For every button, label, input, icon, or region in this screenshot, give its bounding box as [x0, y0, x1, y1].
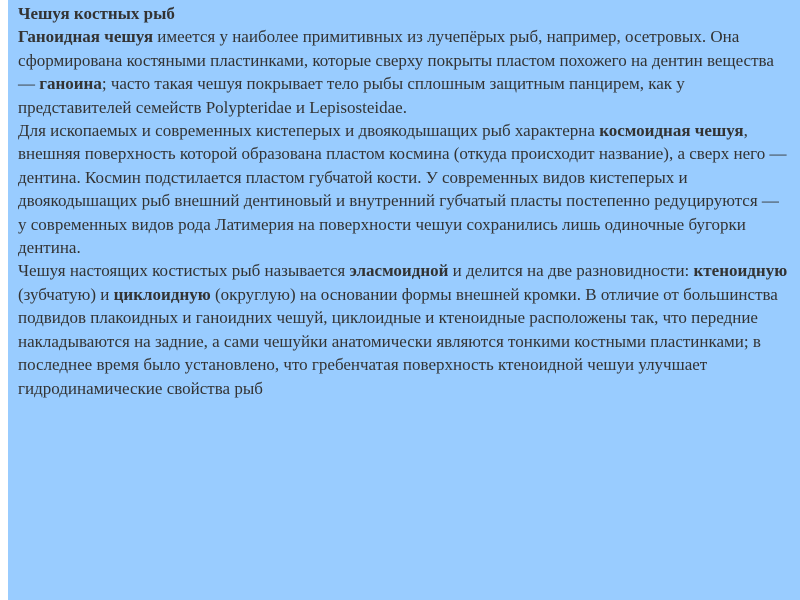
slide-title: Чешуя костных рыб — [18, 4, 175, 23]
paragraph-ganoid-text-b: ; часто такая чешуя покрывает тело рыбы сплошным защитным панцирем, как у представителей семейств Polypteridae и Lepisosteidae. — [18, 74, 685, 117]
paragraph-elasmoid-text-c: (зубчатую) и — [18, 284, 114, 304]
paragraph-cosmoid — [18, 119, 790, 259]
text-body — [18, 2, 790, 400]
paragraph-elasmoid-text-d: (округлую) на основании формы внешней кромки. В отличие от большинства подвидов плакоидных и ганоидних чешуй, циклоидные и ктеноидные расположены так, что передние накладываются на задние, а сами чешуйки анатомически являются тонкими костными пластинками; в последнее время было установлено, что гребенчатая поверхность ктеноидной чешуи улучшает гидродинамические свойства рыб — [18, 284, 778, 398]
term-cycloid: циклоидную — [113, 284, 211, 304]
paragraph-cosmoid-text-b: , внешняя поверхность которой образована пластом космина (откуда происходит название), а сверх него — дентина. Космин подстилается пластом губчатой кости. У современных видов кистеперых и двоякодышащих рыб внешний дентиновый и внутренний губчатый пласты постепенно редуцируются — у современных видов рода Латимерия на поверхности чешуи сохранились лишь одиночные бугорки дентина. — [18, 121, 787, 258]
paragraph-elasmoid-text-a: Чешуя настоящих костистых рыб называется — [18, 261, 350, 281]
slide-background — [8, 0, 800, 600]
paragraph-elasmoid — [18, 259, 790, 399]
term-ganoid-scale: Ганоидная чешуя — [18, 27, 154, 47]
paragraph-ganoid-text-a: имеется у наиболее примитивных из лучепёрых рыб, например, осетровых. Она сформирована костяными пластинками, которые сверху покрыты пластом похожего на дентин вещества — — [18, 27, 774, 94]
paragraph-cosmoid-text-a: Для ископаемых и современных кистеперых и двоякодышащих рыб характерна — [18, 121, 600, 141]
term-ctenoid: ктеноидную — [693, 261, 788, 281]
paragraph-ganoid — [18, 25, 790, 119]
paragraph-elasmoid-text-b: и делится на две разновидности: — [448, 261, 694, 281]
term-elasmoid: эласмоидной — [349, 261, 449, 281]
term-ganoin: ганоина — [39, 74, 102, 94]
term-cosmoid-scale: космоидная чешуя — [599, 121, 744, 141]
